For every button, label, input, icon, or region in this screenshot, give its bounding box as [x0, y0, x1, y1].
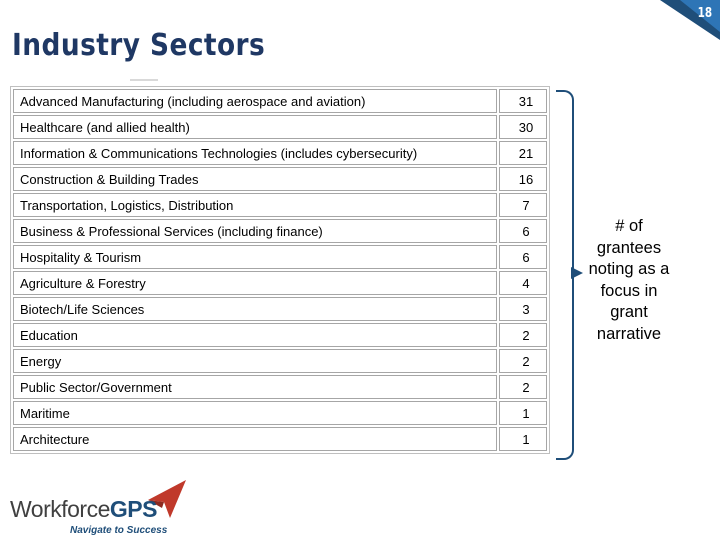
sector-count-cell: 2	[499, 323, 547, 347]
sector-count-cell: 6	[499, 245, 547, 269]
title-divider	[130, 79, 158, 81]
count-annotation: # of grantees noting as a focus in grant narrative	[588, 217, 670, 343]
table-row	[13, 427, 547, 451]
sector-name-cell: Healthcare (and allied health)	[13, 115, 497, 139]
page-title: Industry Sectors	[12, 28, 266, 63]
sector-count-cell: 3	[499, 297, 547, 321]
sector-count-cell: 16	[499, 167, 547, 191]
logo-wordmark: WorkforceGPS	[10, 496, 157, 522]
arrow-right-icon	[571, 267, 583, 279]
sector-count-cell: 1	[499, 401, 547, 425]
table-row	[13, 115, 547, 139]
table-row	[13, 89, 547, 113]
sectors-table	[10, 86, 550, 454]
table-row	[13, 193, 547, 217]
sector-name-cell: Construction & Building Trades	[13, 167, 497, 191]
table-row	[13, 245, 547, 269]
sector-count-cell: 2	[499, 375, 547, 399]
table-row	[13, 297, 547, 321]
table-row	[13, 323, 547, 347]
sector-count-cell: 2	[499, 349, 547, 373]
logo-tagline: Navigate to Success	[70, 525, 168, 536]
sector-name-cell: Education	[13, 323, 497, 347]
table-row	[13, 401, 547, 425]
sector-name-cell: Business & Professional Services (including finance)	[13, 219, 497, 243]
sector-count-cell: 21	[499, 141, 547, 165]
sector-name-cell: Energy	[13, 349, 497, 373]
sector-name-cell: Information & Communications Technologies (includes cybersecurity)	[13, 141, 497, 165]
sector-name-cell: Hospitality & Tourism	[13, 245, 497, 269]
sector-count-cell: 6	[499, 219, 547, 243]
sector-count-cell: 31	[499, 89, 547, 113]
sector-name-cell: Architecture	[13, 427, 497, 451]
page-number: 18	[697, 6, 712, 21]
sector-name-cell: Agriculture & Forestry	[13, 271, 497, 295]
sector-name-cell: Transportation, Logistics, Distribution	[13, 193, 497, 217]
sector-count-cell: 30	[499, 115, 547, 139]
table-row	[13, 167, 547, 191]
workforcegps-logo	[6, 478, 246, 536]
table-row	[13, 349, 547, 373]
sector-name-cell: Public Sector/Government	[13, 375, 497, 399]
table-row	[13, 375, 547, 399]
table-row	[13, 141, 547, 165]
sector-name-cell: Advanced Manufacturing (including aerospace and aviation)	[13, 89, 497, 113]
table-row	[13, 219, 547, 243]
sector-name-cell: Biotech/Life Sciences	[13, 297, 497, 321]
sector-count-cell: 4	[499, 271, 547, 295]
sector-count-cell: 1	[499, 427, 547, 451]
sector-name-cell: Maritime	[13, 401, 497, 425]
sector-count-cell: 7	[499, 193, 547, 217]
table-row	[13, 271, 547, 295]
